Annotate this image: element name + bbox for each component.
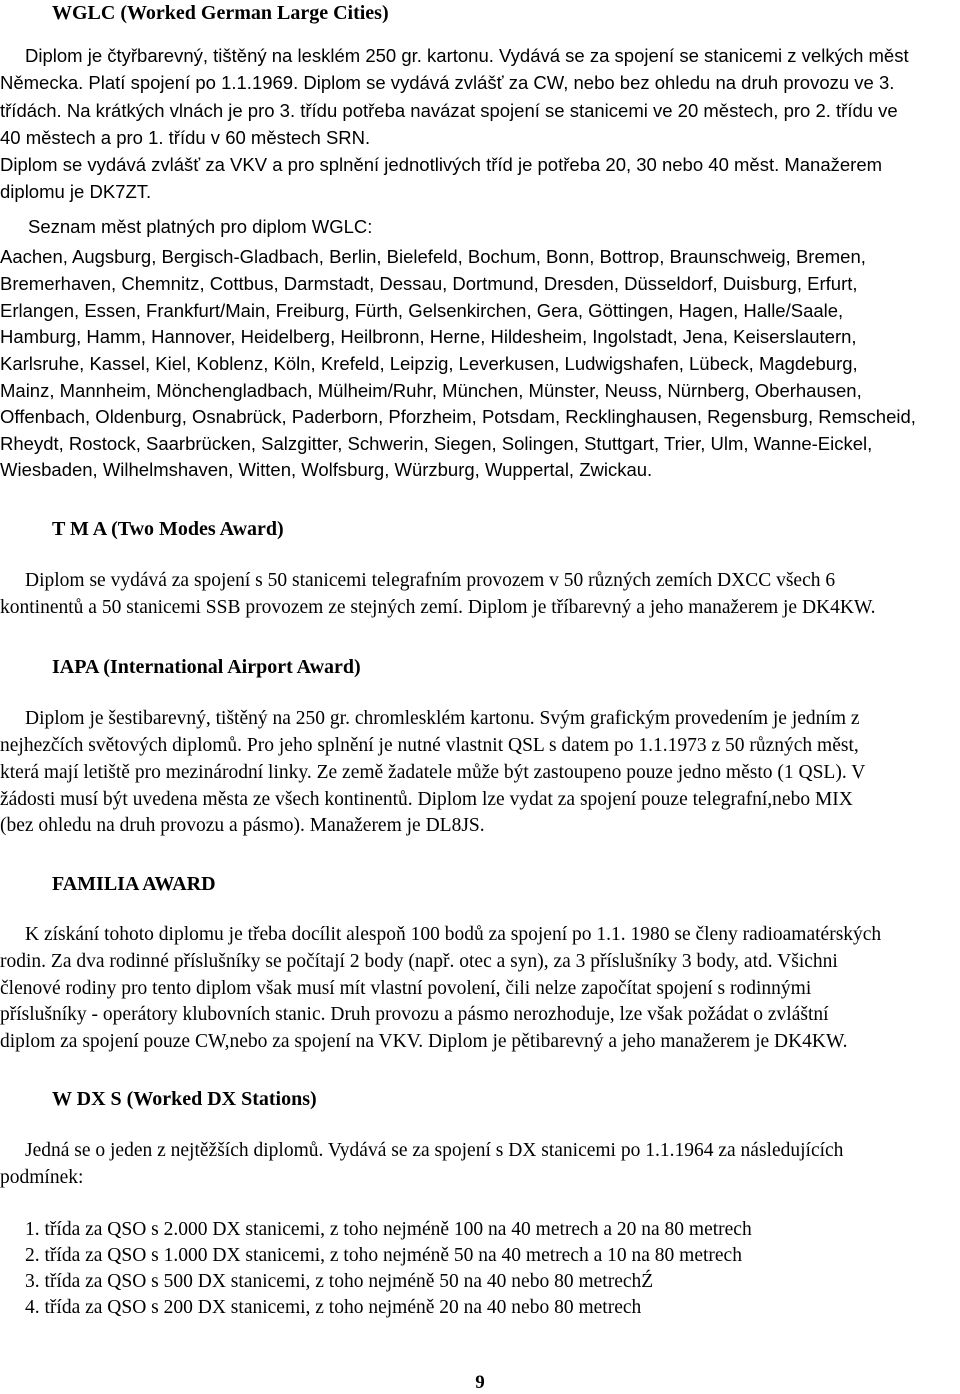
tma-line-1: Diplom se vydává za spojení s 50 stanicemi telegrafním provozem v 50 různých zemích DXCC všech 6 [25,570,836,591]
iapa-heading: IAPA (International Airport Award) [52,656,361,678]
wglc-line-2: Německa. Platí spojení po 1.1.1969. Diplom se vydává zvlášť za CW, nebo bez ohledu na druh provozu ve 3. [0,72,895,93]
iapa-line-5: (bez ohledu na druh provozu a pásmo). Manažerem je DL8JS. [0,815,485,836]
city-line: Mainz, Mannheim, Mönchengladbach, Mülheim/Ruhr, München, Münster, Neuss, Nürnberg, Oberhausen, [0,380,862,401]
tma-heading: T M A (Two Modes Award) [52,518,284,540]
wglc-line-6: diplomu je DK7ZT. [0,181,152,202]
wdxs-list-item: 3. třída za QSO s 500 DX stanicemi, z toho nejméně 50 na 40 nebo 80 metrechŹ [25,1271,654,1292]
city-line: Rheydt, Rostock, Saarbrücken, Salzgitter, Schwerin, Siegen, Solingen, Stuttgart, Trier, Ulm, Wanne-Eickel, [0,433,873,454]
iapa-line-2: nejhezčích světových diplomů. Pro jeho splnění je nutné vlastnit QSL s datem po 1.1.1973 z 50 různých měst, [0,735,859,756]
wglc-heading: WGLC (Worked German Large Cities) [52,2,389,24]
city-line: Erlangen, Essen, Frankfurt/Main, Freiburg, Fürth, Gelsenkirchen, Gera, Göttingen, Hagen, Halle/Saale, [0,300,844,321]
city-line: Hamburg, Hamm, Hannover, Heidelberg, Heilbronn, Herne, Hildesheim, Ingolstadt, Jena, Keiserslautern, [0,326,857,347]
iapa-line-3: která mají letiště pro mezinárodní linky. Ze země žadatele může být zastoupeno pouze jedno město (1 QSL). V [0,762,866,783]
wglc-line-3: třídách. Na krátkých vlnách je pro 3. třídu potřeba navázat spojení se stanicemi ve 20 městech, pro 2. třídu ve [0,100,898,121]
wdxs-line-2: podmínek: [0,1167,84,1188]
city-line: Wiesbaden, Wilhelmshaven, Witten, Wolfsburg, Würzburg, Wuppertal, Zwickau. [0,459,653,480]
wglc-line-1: Diplom je čtyřbarevný, tištěný na lesklém 250 gr. kartonu. Vydává se za spojení se stanicemi z velkých měst [25,45,909,66]
familia-line-2: rodin. Za dva rodinné příslušníky se počítají 2 body (např. otec a syn), za 3 příslušníky 3 body, atd. Všichni [0,951,838,972]
familia-line-5: diplom za spojení pouze CW,nebo za spojení na VKV. Diplom je pětibarevný a jeho manažerem je DK4KW. [0,1031,848,1052]
wdxs-heading: W DX S (Worked DX Stations) [52,1088,317,1110]
city-line: Bremerhaven, Chemnitz, Cottbus, Darmstadt, Dessau, Dortmund, Dresden, Düsseldorf, Duisburg, Erfurt, [0,273,858,294]
familia-line-3: členové rodiny pro tento diplom však musí mít vlastní povolení, čili nelze započítat spojení s rodinnými [0,978,812,999]
city-line: Aachen, Augsburg, Bergisch-Gladbach, Berlin, Bielefeld, Bochum, Bonn, Bottrop, Braunschweig, Bremen, [0,246,866,267]
wglc-list-intro: Seznam měst platných pro diplom WGLC: [28,216,373,237]
tma-line-2: kontinentů a 50 stanicemi SSB provozem ze stejných zemí. Diplom je tříbarevný a jeho manažerem je DK4KW. [0,597,876,618]
iapa-line-4: žádosti musí být uvedena města ze všech kontinentů. Diplom lze vydat za spojení pouze telegrafní,nebo MIX [0,789,853,810]
city-line: Karlsruhe, Kassel, Kiel, Koblenz, Köln, Krefeld, Leipzig, Leverkusen, Ludwigshafen, Lübeck, Magdeburg, [0,353,858,374]
page-number: 9 [475,1372,485,1393]
wdxs-list-item: 1. třída za QSO s 2.000 DX stanicemi, z toho nejméně 100 na 40 metrech a 20 na 80 metrech [25,1219,752,1240]
familia-heading: FAMILIA AWARD [52,873,216,895]
wdxs-line-1: Jedná se o jeden z nejtěžších diplomů. Vydává se za spojení s DX stanicemi po 1.1.1964 za následujících [25,1140,844,1161]
wglc-line-4: 40 městech a pro 1. třídu v 60 městech SRN. [0,127,371,148]
familia-line-4: příslušníky - operátory klubovních stanic. Druh provozu a pásmo nerozhoduje, lze však požádat o zvláštní [0,1004,829,1025]
city-line: Offenbach, Oldenburg, Osnabrück, Paderborn, Pforzheim, Potsdam, Recklinghausen, Regensburg, Remscheid, [0,406,916,427]
familia-line-1: K získání tohoto diplomu je třeba docílit alespoň 100 bodů za spojení po 1.1. 1980 se členy radioamatérských [25,924,882,945]
wdxs-list-item: 2. třída za QSO s 1.000 DX stanicemi, z toho nejméně 50 na 40 metrech a 10 na 80 metrech [25,1245,742,1266]
iapa-line-1: Diplom je šestibarevný, tištěný na 250 gr. chromlesklém kartonu. Svým grafickým provedením je jedním z [25,708,860,729]
wdxs-list-item: 4. třída za QSO s 200 DX stanicemi, z toho nejméně 20 na 40 nebo 80 metrech [25,1297,642,1318]
wglc-line-5: Diplom se vydává zvlášť za VKV a pro splnění jednotlivých tříd je potřeba 20, 30 nebo 40 měst. Manažerem [0,154,883,175]
